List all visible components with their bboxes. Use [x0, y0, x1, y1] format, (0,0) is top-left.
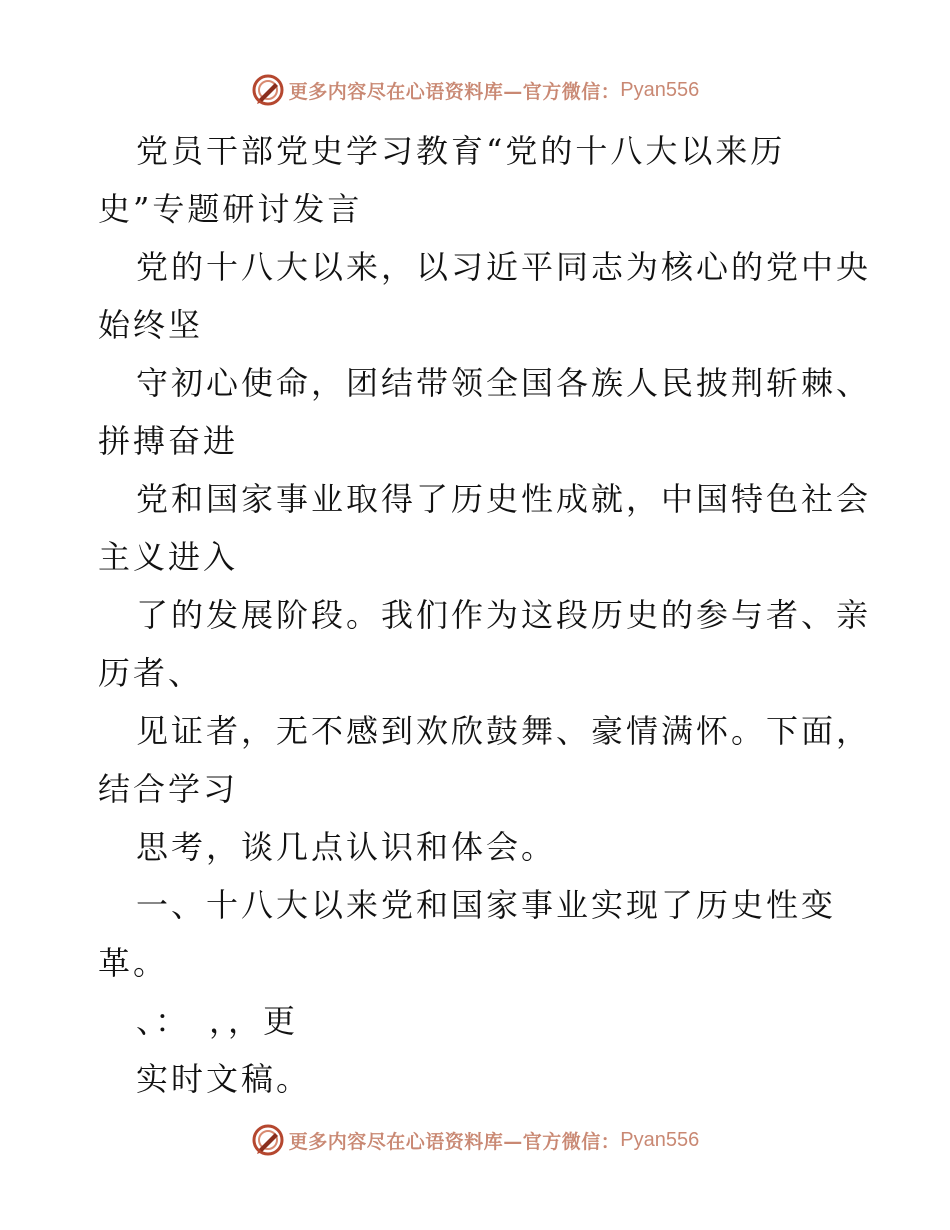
- text-line: 党和国家事业取得了历史性成就，中国特色社会: [136, 480, 872, 518]
- text-line: 党的十八大以来，以习近平同志为核心的党中央: [136, 248, 872, 286]
- document-body: [98, 122, 872, 1108]
- text-line: 一、十八大以来党和国家事业实现了历史性变: [136, 886, 837, 924]
- watermark-account: Pyan556: [620, 78, 700, 101]
- text-line: 党员干部党史学习教育“党的十八大以来历: [136, 132, 786, 170]
- text-line: 思考，谈几点认识和体会。: [136, 828, 557, 866]
- pen-logo-icon: [251, 73, 285, 107]
- header-watermark: [0, 70, 950, 110]
- text-line: 史”专题研讨发言: [98, 190, 363, 228]
- text-line: 守初心使命，团结带领全国各族人民披荆斩棘、: [136, 364, 872, 402]
- text-line: 始终坚: [98, 306, 204, 344]
- text-line: 历者、: [98, 654, 204, 692]
- pen-logo-icon: [251, 1123, 285, 1157]
- watermark-account: Pyan556: [620, 1128, 700, 1151]
- text-line: 、： ，，更: [136, 1002, 299, 1040]
- text-line: 见证者，无不感到欢欣鼓舞、豪情满怀。下面，: [136, 712, 872, 750]
- watermark-text: 更多内容尽在心语资料库—官方微信：: [288, 80, 621, 103]
- text-line: 结合学习: [98, 770, 239, 808]
- footer-watermark: [0, 1120, 950, 1160]
- text-line: 拼搏奋进: [98, 422, 239, 460]
- text-line: 实时文稿。: [136, 1060, 312, 1098]
- text-line: 了的发展阶段。我们作为这段历史的参与者、亲: [136, 596, 872, 634]
- text-line: 主义进入: [98, 538, 239, 576]
- text-line: 革。: [98, 944, 169, 982]
- watermark-text: 更多内容尽在心语资料库—官方微信：: [288, 1130, 621, 1153]
